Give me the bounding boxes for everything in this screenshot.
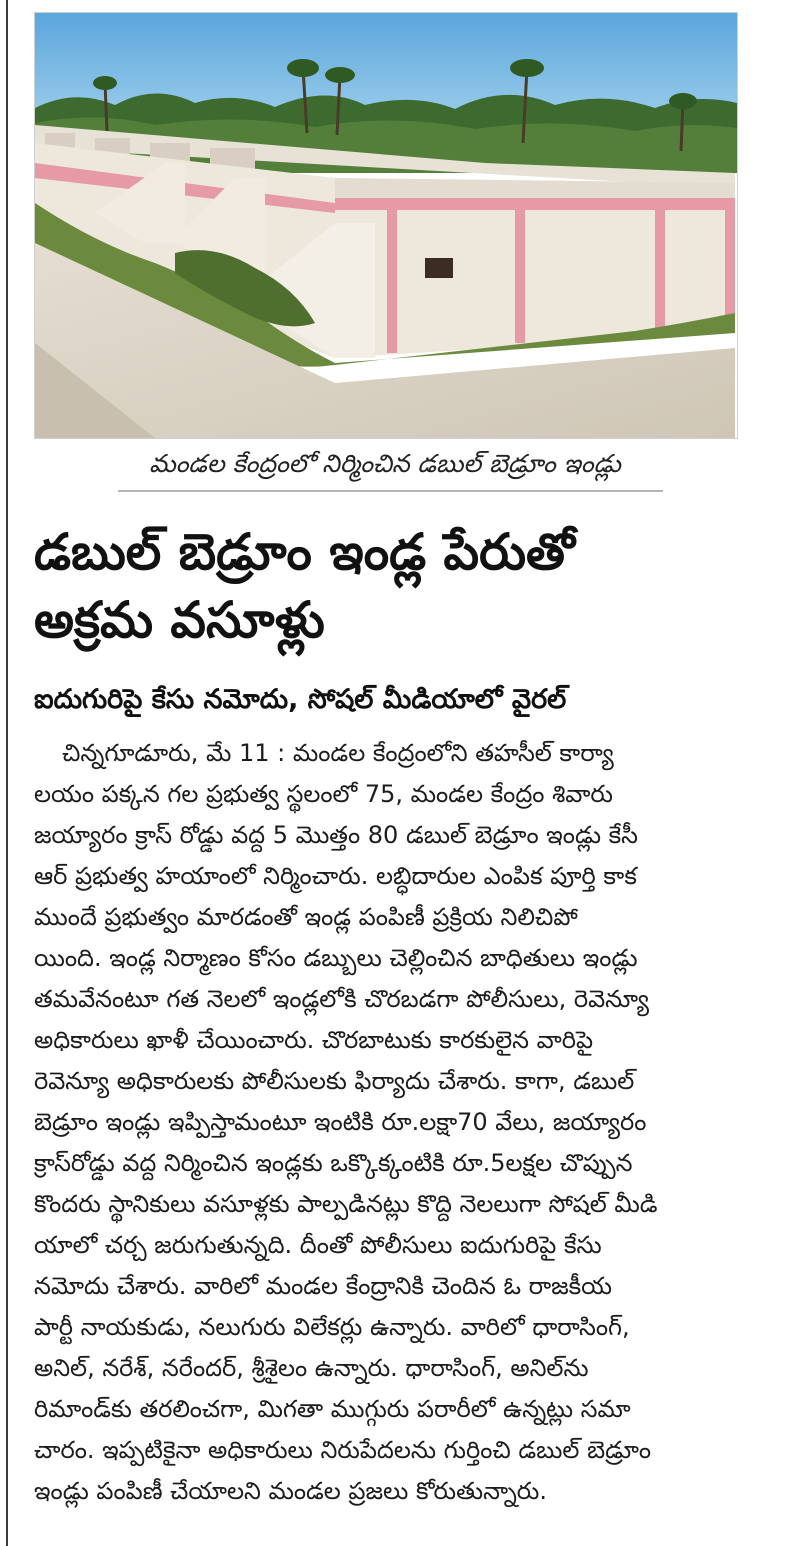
caption-divider: [118, 490, 663, 492]
body-line: అధికారులు ఖాళీ చేయించారు. చొరబాటుకు కారకులైన వారిపై: [34, 1026, 594, 1054]
body-line: పార్టీ నాయకుడు, నలుగురు విలేకర్లు ఉన్నారు. వారిలో ధారాసింగ్,: [34, 1313, 630, 1341]
body-line: ముందే ప్రభుత్వం మారడంతో ఇండ్ల పంపిణీ ప్రక్రియ నిలిచిపో: [34, 903, 578, 931]
body-line: బెడ్రూం ఇండ్లు ఇప్పిస్తామంటూ ఇంటికి రూ.లక్షా70 వేలు, జయ్యారం: [34, 1108, 647, 1136]
body-line: యాలో చర్చ జరుగుతున్నది. దీంతో పోలీసులు ఐదుగురిపై కేసు: [34, 1231, 602, 1259]
body-line: లయం పక్కన గల ప్రభుత్వ స్థలంలో 75, మండల కేంద్రం శివారు: [34, 780, 613, 808]
body-line: యింది. ఇండ్ల నిర్మాణం కోసం డబ్బులు చెల్లించిన బాధితులు ఇండ్లు: [34, 944, 638, 972]
column-divider: [6, 0, 8, 1546]
body-line: అనిల్, నరేశ్, నరేందర్, శ్రీశైలం ఉన్నారు. ధారాసింగ్, అనిల్‌ను: [34, 1354, 589, 1382]
subheadline: ఐదుగురిపై కేసు నమోదు, సోషల్ మీడియాలో వైరల్: [34, 684, 567, 715]
article-photo: [34, 12, 738, 439]
body-line: నమోదు చేశారు. వారిలో మండల కేంద్రానికి చెందిన ఓ రాజకీయ: [34, 1272, 613, 1300]
headline-line-2: అక్రమ వసూళ్లు: [34, 591, 325, 649]
headline: [34, 518, 754, 654]
body-line: రెవెన్యూ అధికారులకు పోలీసులకు ఫిర్యాదు చేశారు. కాగా, డబుల్: [34, 1067, 635, 1095]
body-line: చిన్నగూడూరు, మే 11 : మండల కేంద్రంలోని తహసీల్ కార్యా: [62, 739, 614, 767]
photo-caption: మండల కేంద్రంలో నిర్మించిన డబుల్ బెడ్రూం ఇండ్లు: [149, 449, 621, 478]
body-line: జయ్యారం క్రాస్ రోడ్డు వద్ద 5 మొత్తం 80 డబుల్ బెడ్రూం ఇండ్లు కేసీ: [34, 821, 639, 849]
body-line: చారం. ఇప్పటికైనా అధికారులు నిరుపేదలను గుర్తించి డబుల్ బెడ్రూం: [34, 1436, 652, 1464]
body-line: ఆర్ ప్రభుత్వ హయాంలో నిర్మించారు. లబ్ధిదారుల ఎంపిక పూర్తి కాక: [34, 862, 637, 890]
body-line: కొందరు స్థానికులు వసూళ్లకు పాల్పడినట్లు కొద్ది నెలలుగా సోషల్ మీడి: [34, 1190, 658, 1218]
headline-line-1: డబుల్ బెడ్రూం ఇండ్ల పేరుతో: [34, 523, 575, 581]
article-body: [34, 733, 742, 1512]
body-line: ఇండ్లు పంపిణీ చేయాలని మండల ప్రజలు కోరుతున్నారు.: [34, 1477, 547, 1505]
body-line: తమవేనంటూ గత నెలలో ఇండ్లలోకి చొరబడగా పోలీసులు, రెవెన్యూ: [34, 985, 650, 1013]
body-line: రిమాండ్‌కు తరలించగా, మిగతా ముగ్గురు పరారీలో ఉన్నట్లు సమా: [34, 1395, 631, 1423]
body-line: క్రాస్‌రోడ్డు వద్ద నిర్మించిన ఇండ్లకు ఒక్కొక్కంటికి రూ.5లక్షల చొప్పున: [34, 1149, 633, 1177]
